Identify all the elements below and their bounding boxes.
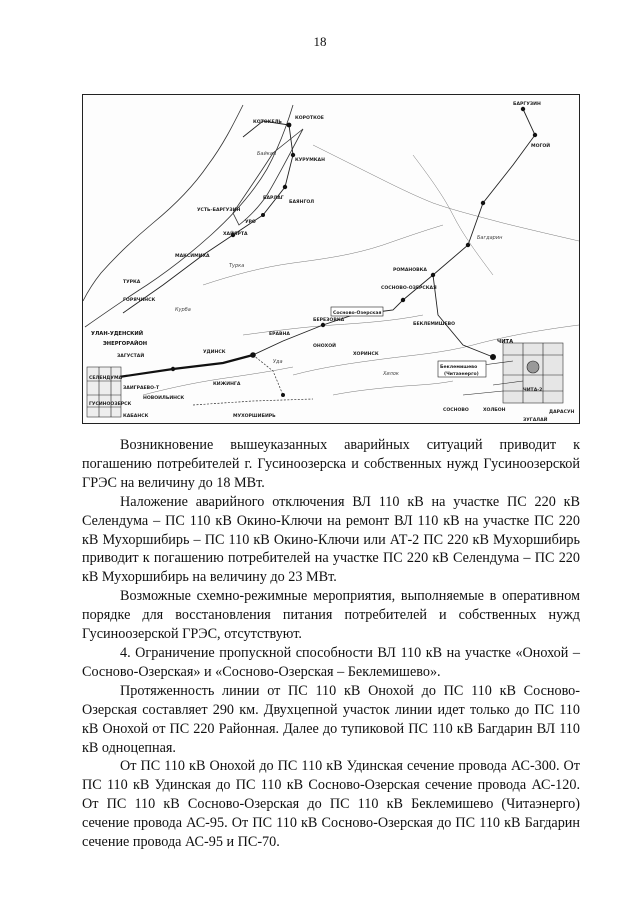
paragraph-1: Возникновение вышеуказанных аварийных ситуаций приводит к погашению потребителей г. Гусиноозерска и собственных нужд Гусиноозерской ГРЭС на величину до 18 МВт. (82, 437, 580, 491)
label-uda: Уда (273, 359, 283, 365)
label-novoilinsk: НОВОИЛЬИНСК (143, 396, 185, 401)
label-goryachinsk: ГОРЯЧИНСК (123, 298, 156, 303)
substations (116, 107, 537, 397)
label-khilok: Хилок (383, 371, 399, 377)
page-number: 18 (313, 34, 327, 49)
body-text (82, 436, 580, 852)
paragraph-3: Возможные схемно-режимные мероприятия, выполняемые в оперативном порядке для восстановления питания потребителей и собственных нужд Гусиноозерской ГРЭС, отсутствуют. (82, 588, 580, 643)
label-sosnovo-ozerskaya: СОСНОВО-ОЗЕРСКАЯ (381, 286, 437, 291)
label-beklemishevo-box-1: Беклемишево (440, 365, 478, 370)
label-berezovka: БЕРЕЗОВКА (313, 318, 345, 323)
label-maksimikha: МАКСИМИХА (175, 254, 210, 259)
label-mogoy: МОГОЙ (531, 144, 551, 149)
paragraph-4-heading: 4. Ограничение пропускной способности ВЛ 110 кВ на участке «Онохой – Сосново-Озерская» и «Сосново-Озерская – Беклемишево». (82, 644, 580, 680)
paragraph-5: Протяженность линии от ПС 110 кВ Онохой до ПС 110 кВ Сосново-Озерская составляет 290 км. Двухцепной участок линии идет только до ПС 110 кВ Онохой от ПС 220 Районная. Далее до тупиковой ПС 110 кВ Багдарин ВЛ 110 кВ одноцепная. (82, 682, 580, 756)
label-bagdarin: Багдарин (477, 235, 503, 241)
label-kurumkan: КУРУМКАН (295, 158, 325, 163)
label-eravna: ЕРАВНА (269, 332, 290, 337)
label-energorayon: ЭНЕРГОРАЙОН (103, 341, 148, 347)
label-bayangol: БАЯНГОЛ (289, 200, 315, 205)
label-zagustay: ЗАГУСТАЙ (117, 354, 145, 359)
label-chita: ЧИТА (497, 339, 514, 345)
label-mukhorshibir: МУХОРШИБИРЬ (233, 414, 276, 419)
label-sosnovo: СОСНОВО (443, 408, 469, 413)
label-kotokel: КОТОКЕЛЬ (253, 120, 282, 125)
label-barlag: БАРЛАГ (263, 196, 284, 201)
label-khorinsk: ХОРИНСК (353, 352, 379, 357)
label-zugal: ЗУГАЛАЙ (523, 418, 548, 423)
label-beklemishevo-box-2: (Читаэнерго) (444, 372, 479, 377)
label-udinsk: УДИНСК (203, 350, 226, 355)
dashed-lines (193, 355, 313, 405)
label-kabansk: КАБАНСК (123, 414, 149, 419)
label-kurba: Курба (175, 307, 191, 313)
label-beklemishevo: БЕКЛЕМИШЕВО (413, 322, 455, 327)
label-uro: УРО (245, 220, 256, 225)
label-romanovka: РОМАНОВКА (393, 268, 427, 273)
label-uudinsky: УЛАН-УДЕНСКИЙ (91, 331, 144, 337)
label-zaigraevo: ЗАИГРАЕВО-Т (123, 386, 160, 391)
label-drasun: ДАРАСУН (549, 410, 575, 415)
paragraph-2: Наложение аварийного отключения ВЛ 110 кВ на участке ПС 220 кВ Селендума – ПС 110 кВ Окино-Ключи на ремонт ВЛ 110 кВ на участке ПС 220 кВ Мухоршибирь – ПС 110 кВ Окино-Ключи или АТ-2 ПС 220 кВ Мухоршибирь приводит к погашению потребителей на участке ПС 220 кВ Селендума – ПС 220 кВ Мухоршибирь на величину до 23 МВт. (82, 493, 580, 586)
label-kizhinga: КИЖИНГА (213, 382, 241, 387)
ulan-ude-cluster (87, 367, 121, 417)
label-turka: ТУРКА (123, 280, 141, 285)
label-ust-barguzin: УСТЬ-БАРГУЗИН (197, 208, 241, 213)
label-onokhoy: ОНОХОЙ (313, 344, 336, 349)
power-grid-map (82, 94, 580, 424)
label-barguzin: БАРГУЗИН (513, 102, 541, 107)
label-turka-river: Турка (229, 263, 245, 269)
label-korotkoe: КОРОТКОЕ (295, 116, 324, 121)
label-chita-2: ЧИТА-2 (523, 388, 543, 393)
paragraph-6: От ПС 110 кВ Онохой до ПС 110 кВ Удинская сечение провода АС-300. От ПС 110 кВ Удинская до ПС 110 кВ Сосново-Озерская сечение провода АС-120. От ПС 110 кВ Сосново-Озерская до ПС 110 кВ Беклемишево (Читаэнерго) сечение провода АС-95. От ПС 110 кВ Сосново-Озерская до ПС 110 кВ Багдарин сечение провода АС-95 и ПС-70. (82, 758, 580, 851)
label-sosnovo-ozerskaya-box: Сосново-Озерская (333, 311, 382, 316)
label-baykal: Байкал (257, 151, 277, 157)
label-selendum: СЕЛЕНДУМА (89, 376, 123, 381)
map-drawing (83, 95, 579, 423)
label-kholbon: ХОЛБОН (483, 408, 506, 413)
label-gusinoozersk: ГУСИНООЗЕРСК (89, 402, 132, 407)
lake-baikal (83, 105, 303, 327)
label-khaiyrta: ХАЙЯРТА (223, 232, 248, 237)
